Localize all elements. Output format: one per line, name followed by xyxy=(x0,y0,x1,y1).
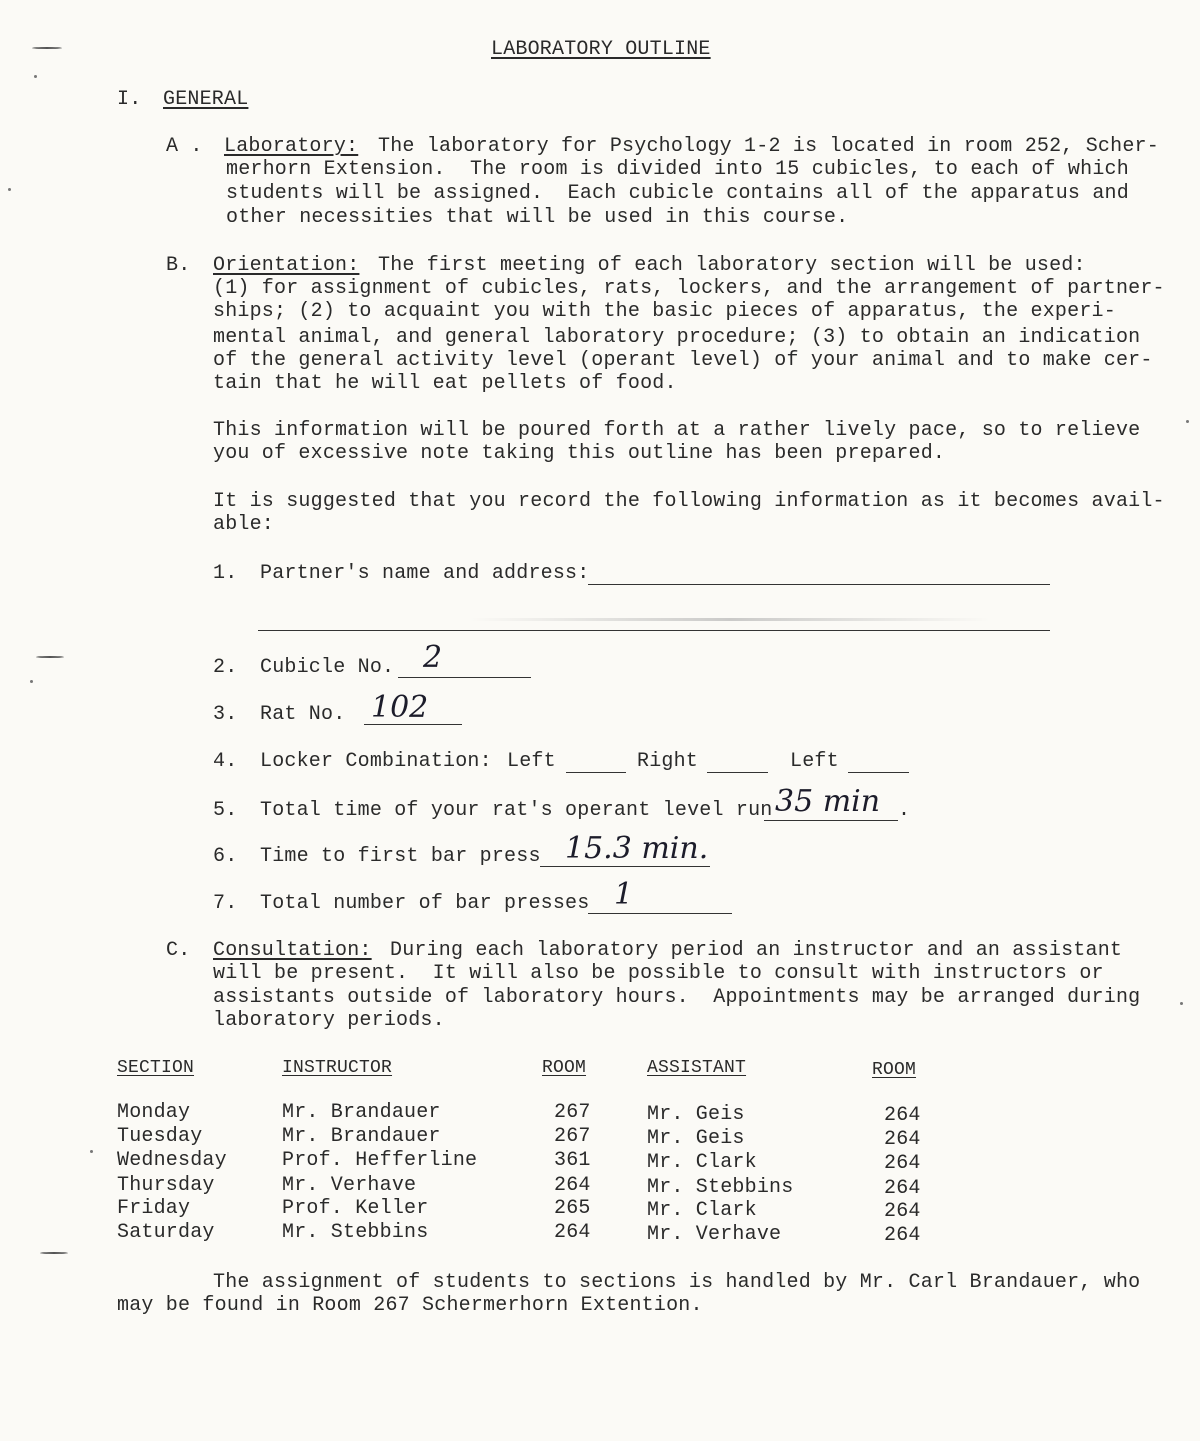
table-header-room2: ROOM xyxy=(872,1060,917,1080)
locker-right-field[interactable] xyxy=(707,772,768,773)
row-section: Wednesday xyxy=(117,1149,227,1172)
cubicle-field[interactable] xyxy=(398,677,531,678)
locker-left-label: Left xyxy=(507,750,556,773)
bar-presses-label: Total number of bar presses xyxy=(260,892,590,915)
row-room2: 264 xyxy=(884,1104,921,1127)
part-b-letter: B. xyxy=(166,254,191,277)
row-section: Friday xyxy=(117,1197,191,1220)
row-section: Saturday xyxy=(117,1221,215,1244)
row-instructor: Prof. Keller xyxy=(282,1197,429,1220)
row-assistant: Mr. Geis xyxy=(647,1103,745,1126)
form-item-number: 3. xyxy=(213,703,238,726)
binder-mark xyxy=(40,1252,68,1254)
paper-speck xyxy=(8,188,11,191)
paper-speck xyxy=(34,75,37,78)
operant-time-period: . xyxy=(898,799,911,822)
part-b-paragraph: This information will be poured forth at a rather lively pace, so to relieve xyxy=(213,419,1141,442)
part-a-text: other necessities that will be used in this course. xyxy=(226,206,849,229)
part-b-text: The first meeting of each laboratory section will be used: xyxy=(378,254,1086,277)
table-header-section: SECTION xyxy=(117,1058,195,1078)
row-section: Monday xyxy=(117,1101,191,1124)
row-room: 264 xyxy=(554,1221,591,1244)
row-assistant: Mr. Clark xyxy=(647,1151,757,1174)
part-b-text: mental animal, and general laboratory procedure; (3) to obtain an indication xyxy=(213,326,1141,349)
locker-right-label: Right xyxy=(637,750,699,773)
part-a-letter: A . xyxy=(166,135,203,158)
bar-presses-value: 1 xyxy=(614,877,634,912)
form-item-number: 2. xyxy=(213,656,238,679)
row-assistant: Mr. Verhave xyxy=(647,1223,782,1246)
rat-number-field[interactable] xyxy=(364,724,462,725)
row-instructor: Mr. Brandauer xyxy=(282,1101,441,1124)
first-press-label: Time to first bar press xyxy=(260,845,541,868)
closing-text: may be found in Room 267 Schermerhorn Extention. xyxy=(117,1294,703,1317)
part-b-text: of the general activity level (operant level) of your animal and to make cer- xyxy=(213,349,1153,372)
form-item-number: 6. xyxy=(213,845,238,868)
rat-number-value: 102 xyxy=(371,690,429,725)
part-b-paragraph: able: xyxy=(213,513,275,536)
row-assistant: Mr. Clark xyxy=(647,1199,757,1222)
locker-left2-field[interactable] xyxy=(848,772,909,773)
part-c-letter: C. xyxy=(166,939,191,962)
first-press-field[interactable] xyxy=(540,866,710,867)
row-instructor: Mr. Verhave xyxy=(282,1174,417,1197)
binder-mark xyxy=(36,656,64,658)
paper-smudge xyxy=(470,618,990,621)
part-b-text: tain that he will eat pellets of food. xyxy=(213,372,677,395)
section-heading: GENERAL xyxy=(163,88,249,111)
binder-mark xyxy=(32,47,62,49)
first-press-value: 15.3 min. xyxy=(565,831,709,866)
row-instructor: Prof. Hefferline xyxy=(282,1149,478,1172)
part-c-text: laboratory periods. xyxy=(213,1009,445,1032)
row-section: Thursday xyxy=(117,1174,215,1197)
part-c-label: Consultation: xyxy=(213,939,372,962)
part-b-label: Orientation: xyxy=(213,254,360,277)
paper-speck xyxy=(1180,1002,1183,1005)
cubicle-label: Cubicle No. xyxy=(260,656,395,679)
section-number: I. xyxy=(117,88,142,111)
form-item-number: 1. xyxy=(213,562,238,585)
row-room: 265 xyxy=(554,1197,591,1220)
row-room2: 264 xyxy=(884,1200,921,1223)
partner-address-field[interactable] xyxy=(258,630,1050,631)
row-instructor: Mr. Brandauer xyxy=(282,1125,441,1148)
row-room2: 264 xyxy=(884,1177,921,1200)
table-header-assistant: ASSISTANT xyxy=(647,1058,747,1078)
row-room2: 264 xyxy=(884,1128,921,1151)
paper-speck xyxy=(30,680,33,683)
row-room: 361 xyxy=(554,1149,591,1172)
row-room2: 264 xyxy=(884,1152,921,1175)
form-item-number: 5. xyxy=(213,799,238,822)
rat-number-label: Rat No. xyxy=(260,703,346,726)
cubicle-value: 2 xyxy=(423,640,443,675)
form-item-number: 7. xyxy=(213,892,238,915)
locker-left-field[interactable] xyxy=(566,772,626,773)
closing-text: The assignment of students to sections is handled by Mr. Carl Brandauer, who xyxy=(213,1271,1141,1294)
part-a-text: merhorn Extension. The room is divided into 15 cubicles, to each of which xyxy=(226,158,1129,181)
part-b-text: (1) for assignment of cubicles, rats, lockers, and the arrangement of partner- xyxy=(213,277,1165,300)
row-room2: 264 xyxy=(884,1224,921,1247)
part-c-text: will be present. It will also be possible to consult with instructors or xyxy=(213,962,1104,985)
part-a-text: students will be assigned. Each cubicle contains all of the apparatus and xyxy=(226,182,1129,205)
operant-time-field[interactable] xyxy=(764,820,898,821)
part-c-text: During each laboratory period an instructor and an assistant xyxy=(390,939,1123,962)
table-header-room: ROOM xyxy=(542,1058,587,1078)
operant-time-value: 35 min xyxy=(775,784,881,819)
page-title: LABORATORY OUTLINE xyxy=(491,38,711,61)
row-instructor: Mr. Stebbins xyxy=(282,1221,429,1244)
row-assistant: Mr. Stebbins xyxy=(647,1176,794,1199)
partner-name-label: Partner's name and address: xyxy=(260,562,590,585)
part-b-text: ships; (2) to acquaint you with the basic pieces of apparatus, the experi- xyxy=(213,300,1116,323)
part-c-text: assistants outside of laboratory hours. Appointments may be arranged during xyxy=(213,986,1141,1009)
partner-name-field[interactable] xyxy=(588,584,1050,585)
part-a-label: Laboratory: xyxy=(224,135,359,158)
bar-presses-field[interactable] xyxy=(588,913,732,914)
paper-speck xyxy=(90,1150,93,1153)
part-b-paragraph: you of excessive note taking this outline has been prepared. xyxy=(213,442,946,465)
locker-left2-label: Left xyxy=(790,750,839,773)
row-room: 267 xyxy=(554,1125,591,1148)
table-header-instructor: INSTRUCTOR xyxy=(282,1058,393,1078)
row-section: Tuesday xyxy=(117,1125,203,1148)
row-room: 264 xyxy=(554,1174,591,1197)
locker-label: Locker Combination: xyxy=(260,750,492,773)
row-assistant: Mr. Geis xyxy=(647,1127,745,1150)
form-item-number: 4. xyxy=(213,750,238,773)
part-a-text: The laboratory for Psychology 1-2 is located in room 252, Scher- xyxy=(378,135,1159,158)
paper-speck xyxy=(1186,420,1189,423)
operant-time-label: Total time of your rat's operant level run xyxy=(260,799,773,822)
part-b-paragraph: It is suggested that you record the following information as it becomes avail- xyxy=(213,490,1165,513)
row-room: 267 xyxy=(554,1101,591,1124)
